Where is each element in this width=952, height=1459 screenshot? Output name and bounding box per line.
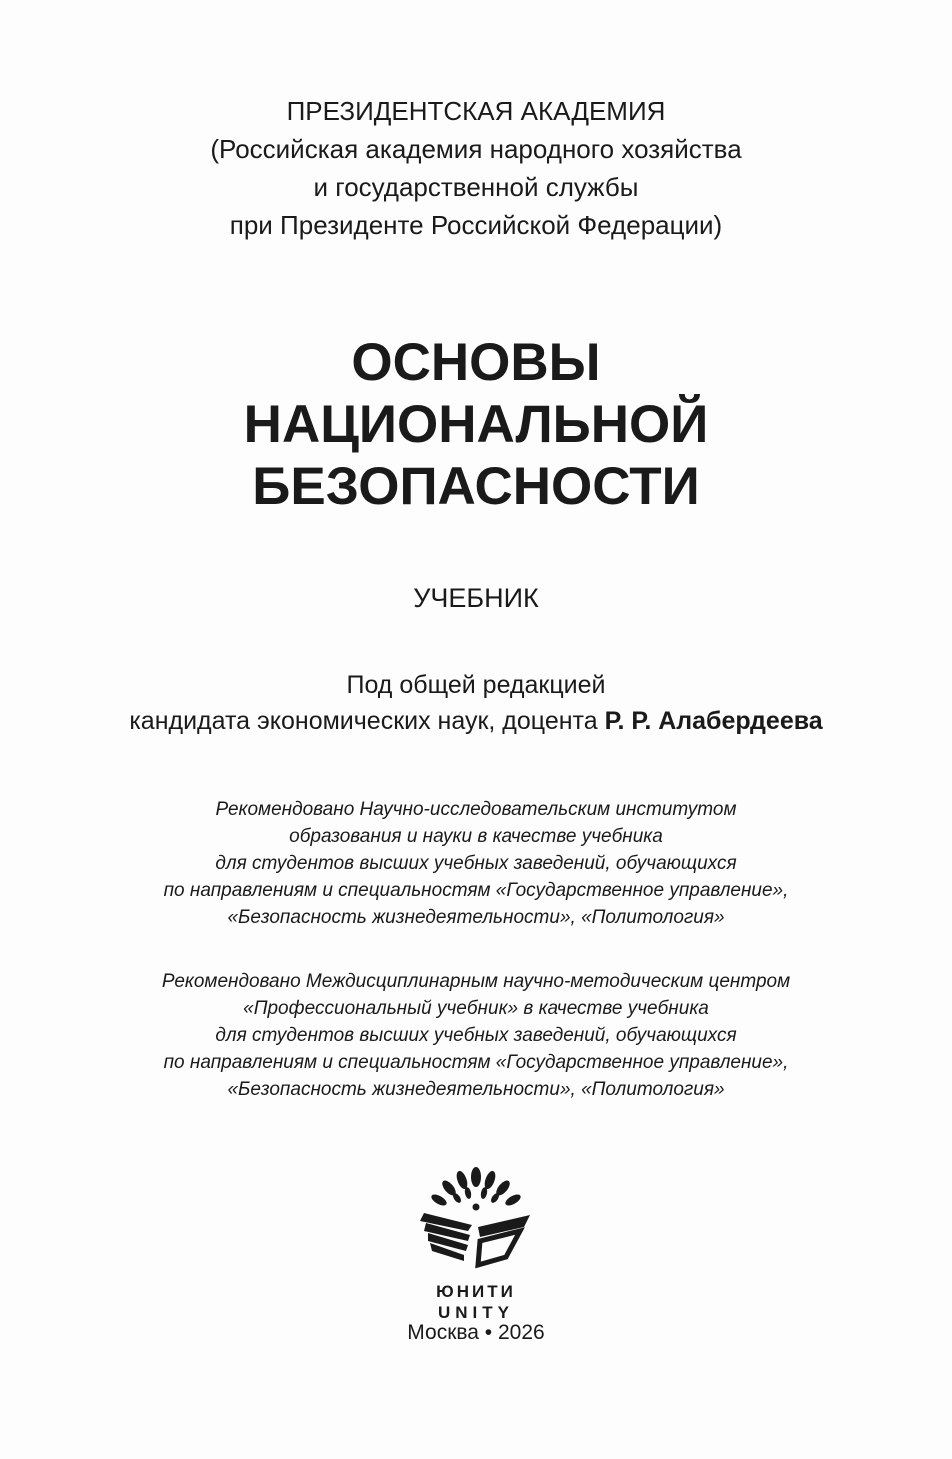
book-title-line: НАЦИОНАЛЬНОЙ	[243, 395, 709, 454]
editor-intro: Под общей редакцией	[346, 671, 606, 699]
book-title-line: ОСНОВЫ	[351, 333, 601, 392]
editor-credentials	[0, 703, 952, 739]
logo-name-ru: ЮНИТИ	[436, 1282, 516, 1301]
imprint-city-year: Москва • 2026	[407, 1321, 545, 1344]
recommendation-line: «Безопасность жизнедеятельности», «Политология»	[227, 907, 725, 928]
recommendation-1	[0, 796, 952, 931]
publisher-name: ПРЕЗИДЕНТСКАЯ АКАДЕМИЯ	[286, 96, 666, 126]
recommendation-line: по направлениям и специальностям «Государственное управление»,	[163, 880, 789, 901]
editor-block	[0, 667, 952, 739]
recommendation-2	[0, 968, 952, 1103]
book-title-line: БЕЗОПАСНОСТИ	[252, 457, 700, 516]
recommendation-line: для студентов высших учебных заведений, обучающихся	[215, 1025, 737, 1046]
logo-name-en: UNITY	[438, 1303, 514, 1322]
publisher-full-name-line: (Российская академия народного хозяйства	[210, 134, 742, 164]
recommendation-line: Рекомендовано Научно-исследовательским институтом	[215, 799, 737, 820]
book-title	[0, 332, 952, 518]
recommendation-line: Рекомендовано Междисциплинарным научно-методическим центром	[161, 971, 791, 992]
book-type: УЧЕБНИК	[413, 583, 539, 613]
recommendation-line: «Безопасность жизнедеятельности», «Политология»	[227, 1079, 725, 1100]
editor-name: Р. Р. Алабердеева	[604, 707, 823, 735]
recommendation-line: «Профессиональный учебник» в качестве учебника	[243, 998, 709, 1019]
editor-title: кандидата экономических наук, доцента	[129, 707, 598, 735]
publisher-full-name-line: при Президенте Российской Федерации)	[229, 210, 723, 240]
recommendation-line: образования и науки в качестве учебника	[289, 826, 663, 847]
recommendation-line: для студентов высших учебных заведений, обучающихся	[215, 853, 737, 874]
recommendation-line: по направлениям и специальностям «Государственное управление»,	[163, 1052, 789, 1073]
publisher-full-name-line: и государственной службы	[313, 172, 639, 202]
publisher-block	[0, 92, 952, 244]
unity-publisher-logo-icon	[406, 1165, 546, 1325]
